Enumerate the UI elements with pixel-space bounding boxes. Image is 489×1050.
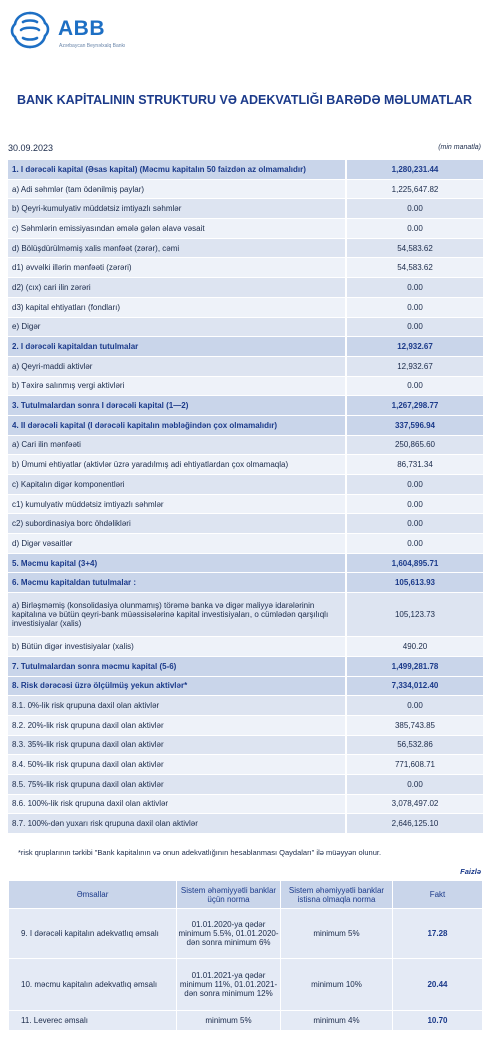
table-row <box>9 1011 483 1031</box>
row-value: 2,646,125.10 <box>347 814 483 833</box>
capital-table <box>8 160 483 834</box>
row-label: a) Cari ilin mənfəəti <box>8 436 345 455</box>
row-label: d1) əvvəlki illərin mənfəəti (zərəri) <box>8 258 345 277</box>
row-label: 2. I dərəcəli kapitaldan tutulmalar <box>8 337 345 356</box>
table-row <box>8 736 483 756</box>
row-label: 8.3. 35%-lik risk qrupuna daxil olan aktivlər <box>8 736 345 755</box>
row-label: 8.7. 100%-dən yuxarı risk qrupuna daxil olan aktivlər <box>8 814 345 833</box>
ratio-systemic-norm: minimum 5% <box>177 1011 281 1031</box>
abb-logo <box>8 10 148 58</box>
ratio-other-norm: minimum 10% <box>281 959 393 1011</box>
ratio-fact: 10.70 <box>393 1011 483 1031</box>
row-value: 12,932.67 <box>347 337 483 356</box>
row-label: 8. Risk dərəcəsi üzrə ölçülmüş yekun aktivlər* <box>8 677 345 696</box>
row-label: 5. Məcmu kapital (3+4) <box>8 554 345 573</box>
row-value: 0.00 <box>347 199 483 218</box>
table-row <box>8 455 483 475</box>
row-label: 8.4. 50%-lik risk qrupuna daxil olan aktivlər <box>8 755 345 774</box>
row-value: 0.00 <box>347 318 483 337</box>
row-value: 105,613.93 <box>347 573 483 592</box>
ratios-table <box>8 880 483 1031</box>
table-row <box>8 180 483 200</box>
row-value: 0.00 <box>347 377 483 396</box>
row-label: b) Ümumi ehtiyatlar (aktivlər üzrə yaradılmış adi ehtiyatlardan çox olmamaqla) <box>8 455 345 474</box>
table-row <box>8 775 483 795</box>
row-value: 54,583.62 <box>347 258 483 277</box>
row-label: d3) kapital ehtiyatları (fondları) <box>8 298 345 317</box>
row-value: 105,123.73 <box>347 593 483 636</box>
row-value: 1,499,281.78 <box>347 657 483 676</box>
row-value: 0.00 <box>347 696 483 715</box>
ratio-other-norm: minimum 4% <box>281 1011 393 1031</box>
table-row <box>8 258 483 278</box>
header-other-norm: Sistem əhəmiyyətli banklar istisna olmaqla norma <box>281 881 393 909</box>
table-row <box>8 278 483 298</box>
row-label: a) Qeyri-maddi aktivlər <box>8 357 345 376</box>
row-value: 337,596.94 <box>347 416 483 435</box>
header-fact: Fakt <box>393 881 483 909</box>
table-row <box>8 696 483 716</box>
row-value: 0.00 <box>347 775 483 794</box>
row-label: 8.1. 0%-lik risk qrupuna daxil olan aktivlər <box>8 696 345 715</box>
row-label: 7. Tutulmalardan sonra məcmu kapital (5-6) <box>8 657 345 676</box>
table-row <box>8 677 483 697</box>
row-value: 1,604,895.71 <box>347 554 483 573</box>
ratio-name: 11. Leverec əmsalı <box>9 1011 177 1031</box>
row-label: 1. I dərəcəli kapital (Əsas kapital) (Məcmu kapitalın 50 faizdən az olmamalıdır) <box>8 160 345 179</box>
table-row <box>8 534 483 554</box>
table-row <box>8 199 483 219</box>
row-value: 3,078,497.02 <box>347 795 483 814</box>
row-value: 0.00 <box>347 495 483 514</box>
table-row <box>9 909 483 959</box>
row-value: 385,743.85 <box>347 716 483 735</box>
table-row <box>8 814 483 834</box>
table-row <box>8 160 483 180</box>
row-label: c2) subordinasiya borc öhdəlikləri <box>8 514 345 533</box>
row-value: 0.00 <box>347 514 483 533</box>
row-label: 6. Məcmu kapitaldan tutulmalar : <box>8 573 345 592</box>
ratio-name: 10. məcmu kapitalın adekvatlıq əmsalı <box>9 959 177 1011</box>
table-row <box>8 657 483 677</box>
table-row <box>8 795 483 815</box>
ratios-header-row <box>9 881 483 909</box>
row-value: 86,731.34 <box>347 455 483 474</box>
row-value: 250,865.60 <box>347 436 483 455</box>
ratio-other-norm: minimum 5% <box>281 909 393 959</box>
row-label: 8.5. 75%-lik risk qrupuna daxil olan aktivlər <box>8 775 345 794</box>
unit-label: (min manatla) <box>438 144 481 151</box>
ratio-name: 9. I dərəcəli kapitalın adekvatlıq əmsalı <box>9 909 177 959</box>
row-label: c) Səhmlərin emissiyasından əmələ gələn əlavə vəsait <box>8 219 345 238</box>
row-label: a) Adi səhmlər (tam ödənilmiş paylar) <box>8 180 345 199</box>
row-value: 56,532.86 <box>347 736 483 755</box>
abb-emblem-icon <box>8 10 52 50</box>
header-systemic-norm: Sistem əhəmiyyətli banklar üçün norma <box>177 881 281 909</box>
row-label: 8.2. 20%-lik risk qrupuna daxil olan aktivlər <box>8 716 345 735</box>
row-label: b) Təxirə salınmış vergi aktivləri <box>8 377 345 396</box>
table-row <box>8 554 483 574</box>
table-row <box>8 357 483 377</box>
table-row <box>8 239 483 259</box>
row-label: c1) kumulyativ müddətsiz imtiyazlı səhmlər <box>8 495 345 514</box>
row-value: 0.00 <box>347 298 483 317</box>
row-label: b) Bütün digər investisiyalar (xalis) <box>8 637 345 656</box>
ratio-fact: 20.44 <box>393 959 483 1011</box>
table-row <box>8 716 483 736</box>
table-row <box>8 573 483 593</box>
row-label: d) Digər vəsaitlər <box>8 534 345 553</box>
table-row <box>8 755 483 775</box>
table-row <box>8 416 483 436</box>
report-date: 30.09.2023 <box>8 143 54 153</box>
header-ratios: Əmsallar <box>9 881 177 909</box>
logo-subtitle: Azərbaycan Beynəlxalq Bankı <box>59 43 126 49</box>
table-row <box>8 396 483 416</box>
ratio-systemic-norm: 01.01.2021-ya qədər minimum 11%, 01.01.2021-dən sonra minimum 12% <box>177 959 281 1011</box>
row-value: 771,608.71 <box>347 755 483 774</box>
row-value: 0.00 <box>347 219 483 238</box>
ratio-systemic-norm: 01.01.2020-ya qədər minimum 5.5%, 01.01.2020-dən sonra minimum 6% <box>177 909 281 959</box>
row-label: d) Bölüşdürülməmiş xalis mənfəət (zərər), cəmi <box>8 239 345 258</box>
row-value: 0.00 <box>347 475 483 494</box>
table-row <box>8 377 483 397</box>
row-value: 54,583.62 <box>347 239 483 258</box>
row-value: 1,225,647.82 <box>347 180 483 199</box>
row-label: 8.6. 100%-lik risk qrupuna daxil olan aktivlər <box>8 795 345 814</box>
row-value: 7,334,012.40 <box>347 677 483 696</box>
table-row <box>8 637 483 657</box>
row-label: c) Kapitalın digər komponentləri <box>8 475 345 494</box>
table-row <box>8 593 483 637</box>
row-value: 1,267,298.77 <box>347 396 483 415</box>
logo-name: ABB <box>58 17 105 40</box>
table-row <box>8 436 483 456</box>
ratio-fact: 17.28 <box>393 909 483 959</box>
table-row <box>8 514 483 534</box>
table-row <box>9 959 483 1011</box>
row-value: 0.00 <box>347 534 483 553</box>
row-label: d2) (cıx) cari ilin zərəri <box>8 278 345 297</box>
row-value: 0.00 <box>347 278 483 297</box>
row-label: e) Digər <box>8 318 345 337</box>
page-title: BANK KAPİTALININ STRUKTURU VƏ ADEKVATLIĞI BARƏDƏ MƏLUMATLAR <box>16 93 473 107</box>
table-row <box>8 219 483 239</box>
table-row <box>8 495 483 515</box>
row-value: 12,932.67 <box>347 357 483 376</box>
footnote: *risk qruplarının tərkibi "Bank kapitalının və onun adekvatlığının hesablanması Qaydaları" ilə müəyyən olunur. <box>18 848 382 857</box>
row-label: 4. II dərəcəli kapital (I dərəcəli kapitalın məbləğindən çox olmamalıdır) <box>8 416 345 435</box>
table-row <box>8 337 483 357</box>
table-row <box>8 475 483 495</box>
row-label: b) Qeyri-kumulyativ müddətsiz imtiyazlı səhmlər <box>8 199 345 218</box>
row-value: 1,280,231.44 <box>347 160 483 179</box>
table-row <box>8 318 483 338</box>
percent-label: Faizlə <box>460 867 481 876</box>
row-label: 3. Tutulmalardan sonra I dərəcəli kapital (1—2) <box>8 396 345 415</box>
row-label: a) Birləşməmiş (konsolidasiya olunmamış) törəmə banka və digər maliyyə idarələrinin kapitalına və bütün qeyri-bank müəssisələrinə kapital investisiyaları, o cümlədən qarşılıqlı investisiyalar (xalis) <box>8 593 345 636</box>
row-value: 490.20 <box>347 637 483 656</box>
table-row <box>8 298 483 318</box>
